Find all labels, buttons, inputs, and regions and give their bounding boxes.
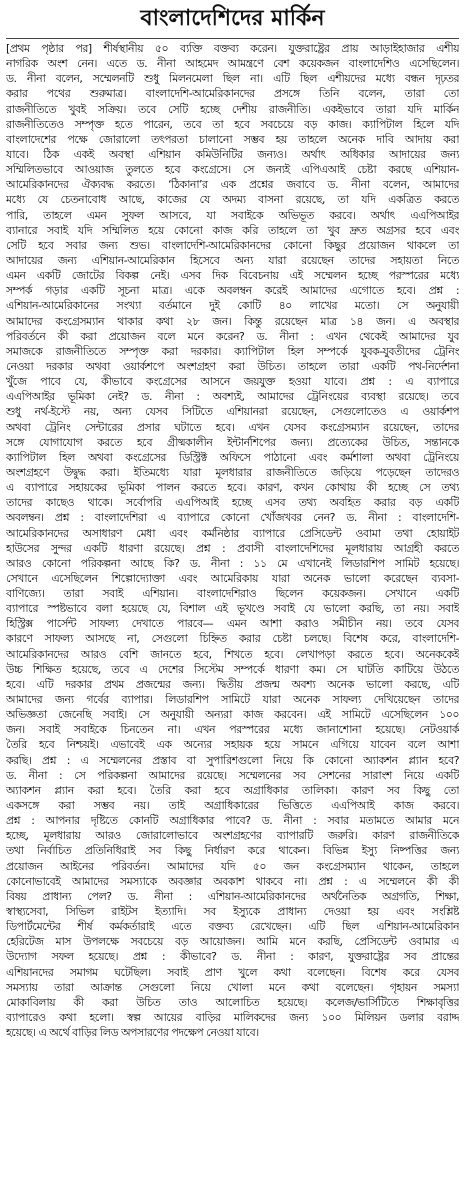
article-line: একসঙ্গে করা সম্ভব নয়। তাই অগ্রাধিকারের ভিত্তিতে এএপিআই কাজ করবে। xyxy=(6,799,459,813)
article-line: অংশগ্রহণে উদ্বুদ্ধ করা। ইতিমধ্যে যারা মূলধারার রাজনীতিতে জড়িয়ে পড়েছেন তাদেরও xyxy=(6,465,459,479)
article-line: প্রশ্ন : আপনার দৃষ্টিতে কোনটি অগ্রাধিকার পাবে? ড. নীনা : সবার মতামতে আমার মনে xyxy=(6,814,459,828)
article-line: ব্যানারে সবাই যদি সম্মিলিত হয়ে কোনো কাজ করি তাহলে তা খুব দ্রুত অগ্রসর হবে এবং xyxy=(6,223,459,237)
article-line: তথা নির্বাচিত প্রতিনিধিরাই সব কিছু নির্ধারণ করে থাকেন। বিভিন্ন ইস্যু নিষ্পত্তির জন্য xyxy=(6,844,459,858)
article-line: হয়েছে। এ অর্থে বাড়ির লিড অপসারণের পদক্ষেপ নেওয়া যাবে। xyxy=(6,1026,259,1040)
article-line: বাংলাদেশের পক্ষে জোরালো তৎপরতা চালানো সম্ভব হয় তাহলে অনেক দাবি আদায় করা xyxy=(6,132,459,146)
article-line: রাজনীতিতে খুবই সক্রিয়। তবে সেটি হচ্ছে দেশীয় রাজনীতি। একইভাবে তারা যদি মার্কিন xyxy=(6,102,459,116)
article-line: সেখানে এসেছিলেন শিল্পোদ্যোক্তা এবং আমেরিকায় যারা অনেক ভালো করেছেন ব্যবসা- xyxy=(6,571,459,585)
article-line: এশিয়ানদের সমাগম ঘটেছিল। সবাই প্রাণ খুলে কথা বলেছেন। বিশেষ করে যেসব xyxy=(6,965,459,979)
article-line: সম্পর্ক গড়ার একটি সূচনা মাত্র। একে অবলম্বন করেই আমাদের এগোতে হবে। প্রশ্ন : xyxy=(6,284,459,298)
article-line: করছি। প্রশ্ন : এ সম্মেলনের প্রস্তাব বা সুপারিশগুলো নিয়ে কি কোনো অ্যাকশন প্ল্যান হবে? xyxy=(6,753,459,767)
article-line: অভিজ্ঞতা জেনেছি সবাই। সে অনুযায়ী অন্যরা কাজ করবেন। এই সামিটে এসেছিলেন ১০০ xyxy=(6,708,459,722)
article-line: এশিয়ান-আমেরিকানের সংখ্যা বর্তমানে দুই কোটি ৪০ লাখের মতো। সে অনুযায়ী xyxy=(6,299,459,313)
article-line: [প্রথম পৃষ্ঠার পর] শীর্ষস্থানীয় ৫০ ব্যক্তি বক্তব্য করেন। যুক্তরাষ্ট্রের প্রায় আড়াইহাজার এশীয় xyxy=(6,42,459,55)
article-line: হবে। এটি দরকার প্রথম প্রজন্মের জন্য। দ্বিতীয় প্রজন্ম অবশ্য অনেক ভালো করছে, এটি xyxy=(6,677,459,691)
article-line: পারি, তাহলে এমন সুফল আসবে, যা সবাইকে অভিভূত করবে। অর্থাৎ এএপিআইর xyxy=(6,208,459,222)
article-line: অথবা ট্রেনিং সেন্টারের প্রসার ঘটাতে হবে। এখন যেসব কংগ্রেসম্যান রয়েছেন, তাদের xyxy=(6,420,459,434)
article-line: হেরিটেজ মাস উপলক্ষে সবচেয়ে বড় আয়োজন। আমি মনে করছি, প্রেসিডেন্ট ওবামার এ xyxy=(6,935,459,949)
article-line: ব্যাপারে স্পষ্টভাবে বলা হয়েছে যে, বিশাল এই ভূখণ্ডে সবাই যে ভালো করছি, তা নয়। সবাই xyxy=(6,602,459,616)
article-line: অবলম্বন। প্রশ্ন : বাংলাদেশিরা এ ব্যাপারে কোনো খোঁজখবর নেন? ড. নীনা : বাংলাদেশি- xyxy=(6,511,459,525)
article-line: ক্যাপিটাল হিল অথবা কংগ্রেসের ডিস্ট্রিক্ট অফিসে পাঠানো এবং কর্মশালা অথবা ট্রেনিংয়ে xyxy=(6,450,459,464)
article-line: আমেরিকানদের অসাধারণ মেধা এবং কর্মনিষ্ঠার ব্যাপারে প্রেসিডেন্ট ওবামা তথা হোয়াইট xyxy=(6,526,459,540)
article-line: নাগরিক অংশ নেন। এতে ড. নীনা আহমেদ আমন্ত্রণে বেশ কয়েকজন বাংলাদেশিও এসেছিলেন। xyxy=(6,57,459,71)
article-line: হচ্ছে, মূলধারায় আরও জোরালোভাবে অংশগ্রহণের ব্যাপারটি জরুরি। কারণ রাজনীতিকে xyxy=(6,829,459,843)
article-line: আমাদের কংগ্রেসম্যান থাকার কথা ২৮ জন। কিন্তু রয়েছেন মাত্র ১৪ জন। এ অবস্থার xyxy=(6,314,459,328)
article-line: মধ্যে যে চেতনাবোধ আছে, কাজের যে অদম্য বাসনা রয়েছে, তা যদি একত্রিত করতে xyxy=(6,193,459,207)
article-line: আদায়ের জন্য এশিয়ান-আমেরিকান হিসেবে অন্য যারা রয়েছেন তাদের সহায়তা নিতে xyxy=(6,253,459,267)
article-line: এমন একটি জোটের বিকল্প নেই। এসব দিক বিবেচনায় এই সম্মেলন হচ্ছে পরস্পরের মধ্যে xyxy=(6,269,459,283)
article-line: এএপিআইর ভূমিকা নেই? ড. নীনা : অবশ্যই, আমাদের ট্রেনিংয়ের ব্যবস্থা রয়েছে। তবে xyxy=(6,390,459,404)
article-line: তৈরি হবে নিশ্চয়ই। এভাবেই এক অন্যের সহায়ক হয়ে সামনে এগিয়ে যাবেন বলে আশা xyxy=(6,738,459,752)
article-line: হাউসের সুন্দর একটি ধারণা রয়েছে। প্রশ্ন : প্রবাসী বাংলাদেশিদের মূলধারায় আগ্রহী করতে xyxy=(6,541,459,555)
article-line: আমেরিকানদের ঐক্যবদ্ধ করতে। ‘ঠিকানা’র এক প্রশ্নের জবাবে ড. নীনা বলেন, আমাদের xyxy=(6,178,459,192)
article-line: ডিপার্টমেন্টের শীর্ষ কর্মকর্তারাই এতে বক্তব্য রেখেছেন। এটি ছিল এশিয়ান-আমেরিকান xyxy=(6,920,459,934)
article-line: করার পথের শুরুমাত্র। বাংলাদেশি-আমেরিকানদের প্রসঙ্গে তিনি বলেন, তারা তো xyxy=(6,87,459,101)
title-divider xyxy=(6,38,459,39)
article-line: সেটি হবে সবার জন্য শুভ। বাংলাদেশি-আমেরিকানদের কোনো কিছুর প্রয়োজন থাকলে তা xyxy=(6,238,459,252)
article-line: নেওয়া দরকার অথবা ওয়ার্কশপে অংশগ্রহণ করা উচিত। তাহলে তারা একটি পথ-নির্দেশনা xyxy=(6,359,459,373)
article-line: বিষয় প্রাধান্য পেল? ড. নীনা : এশিয়ান-আমেরিকানদের অর্থনৈতিক অগ্রগতি, শিক্ষা, xyxy=(6,889,459,903)
article-line: বাণিজ্যে। তারা সবাই এশিয়ান। বাংলাদেশিরাও ছিলেন কয়েকজন। সেখানে একটি xyxy=(6,587,459,601)
article-line: আমাদের জন্য গর্বের ব্যাপার। লিডারশিপ সামিটে যারা অনেক সাফল্য দেখিয়েছেন তাদের xyxy=(6,693,459,707)
article-line: অ্যাকশন প্ল্যান করা হবে। তৈরি করা হবে অগ্রাধিকার তালিকা। কারণ সব কিছু তো xyxy=(6,783,459,797)
article-line: মোকাবিলায় কী করা উচিত তাও আলোচিত হয়েছে। কলেজ/ভার্সিটিতে শিক্ষাবৃত্তির xyxy=(6,995,459,1009)
article-line: এ ব্যাপারে সহায়কের ভূমিকা পালন করতে হবে। কারণ, কখন কোথায় কী হচ্ছে সে তথ্য xyxy=(6,481,459,495)
article-line: সম্মিলিতভাবে আওয়াজ তুলতে হবে কংগ্রেসে। সে জন্যই এপিএআই চেষ্টা করছে এশিয়ান- xyxy=(6,163,459,177)
article-line: সঙ্গে যোগাযোগ করতে হবে গ্রীষ্মকালীন ইন্টার্নশিপের জন্য। প্রত্যেকের উচিত, সন্তানকে xyxy=(6,435,459,449)
article-line: সমস্যায় তারা আক্রান্ত সেগুলো নিয়ে খোলা মনে কথা বলেছেন। গৃহায়ন সমস্যা xyxy=(6,980,459,994)
article-line: সমাজকে রাজনীতিতে সম্পৃক্ত করা দরকার। ক্যাপিটাল হিল সম্পর্কে যুবক-যুবতীদের ট্রেনিং xyxy=(6,344,459,358)
article-line: যাবে। ঠিক একই অবস্থা এশিয়ান কমিউনিটির জন্যও। অর্থাৎ অধিকার আদায়ের জন্য xyxy=(6,147,459,161)
article-line: আমেরিকানদের আরও বেশি জানতে হবে, শিখতে হবে। লেখাপড়া করতে হবে। অনেককেই xyxy=(6,647,459,661)
article-line: পরিবর্তনে কী করা প্রয়োজন বলে মনে করেন? ড. নীনা : এখন থেকেই আমাদের যুব xyxy=(6,329,459,343)
article-line: ড. নীনা : সে পরিকল্পনা আমাদের রয়েছে। সম্মেলনের সব সেশনের সারাংশ নিয়ে একটি xyxy=(6,768,459,782)
article-line: উচ্চ শিক্ষিত হয়েছে, তবে এ দেশের সিস্টেম সম্পর্কে ধারণা কম। সে ঘাটতি কাটিয়ে উঠতে xyxy=(6,662,459,676)
article-line: প্রয়োজন আইনের পরিবর্তন। আমাদের যদি ৫০ জন কংগ্রেসম্যান থাকেন, তাহলে xyxy=(6,859,459,873)
article-title: বাংলাদেশিদের মার্কিন xyxy=(140,5,325,31)
article-line: শুধু নর্থ-ইস্টে নয়, অন্য যেসব সিটিতে এশিয়ানরা রয়েছেন, সেগুলোতেও এ ওয়ার্কশপ xyxy=(6,405,459,419)
article-line: রাজনীতিতেও সম্পৃক্ত হতে পারেন, তবে তা হবে সবচেয়ে বড় কাজ। ক্যাপিটাল হিলে যদি xyxy=(6,117,459,131)
article-line: ব্যাপারেও কথা হলো। স্বল্প আয়ের বাড়ির মালিকদের জন্য ১০০ মিলিয়ন ডলার বরাদ্দ xyxy=(6,1011,459,1024)
article-line: উদ্যোগ সফল হয়েছে। প্রশ্ন : কীভাবে? ড. নীনা : কারণ, যুক্তরাষ্ট্রের সব প্রান্তের xyxy=(6,950,459,964)
article-line: কোনোভাবেই আমাদের সমস্যাকে অবজ্ঞার অবকাশ থাকবে না। প্রশ্ন : এ সম্মেলনে কী কী xyxy=(6,874,459,888)
article-body xyxy=(6,41,459,1040)
article-header xyxy=(6,0,459,38)
article-line: জন। সবাই সবাইকে চিনতেন না। এখন পরস্পরের মধ্যে জানাশোনা হয়েছে। নেটওয়ার্ক xyxy=(6,723,459,737)
article-line: আরও কোনো পরিকল্পনা আছে কি? ড. নীনা : ১১ মে এখানেই লিডারশিপ সামিট হয়েছে। xyxy=(6,556,459,570)
article-line: ড. নীনা বলেন, সম্মেলনটি শুধু মিলনমেলা ছিল না। এটি ছিল এশীয়দের মধ্যে বন্ধন দৃঢ়তর xyxy=(6,72,459,86)
article-line: খুঁজে পাবে যে, কীভাবে কংগ্রেসের আসনে জয়যুক্ত হওয়া যাবে। প্রশ্ন : এ ব্যাপারে xyxy=(6,375,459,389)
article-line: কারণে সাফল্য আসছে না, সেগুলো চিহ্নিত করার চেষ্টা চলছে। বিশেষ করে, বাংলাদেশি- xyxy=(6,632,459,646)
article-line: হিস্ট্রিক্স পার্সেন্ট সাফল্য দেখাতে পারবে— এমন আশা করাও সমীচীন নয়। তবে যেসব xyxy=(6,617,459,631)
article-line: তাদের কাছেও থাকে। সর্বোপরি এএপিআই হচ্ছে এসব তথ্য অবহিত করার বড় একটি xyxy=(6,496,459,510)
article-line: স্বাস্থ্যসেবা, সিভিল রাইটস ইত্যাদি। সব ইস্যুকে প্রাধান্য দেওয়া হয় এবং সংশ্লিষ্ট xyxy=(6,905,459,919)
